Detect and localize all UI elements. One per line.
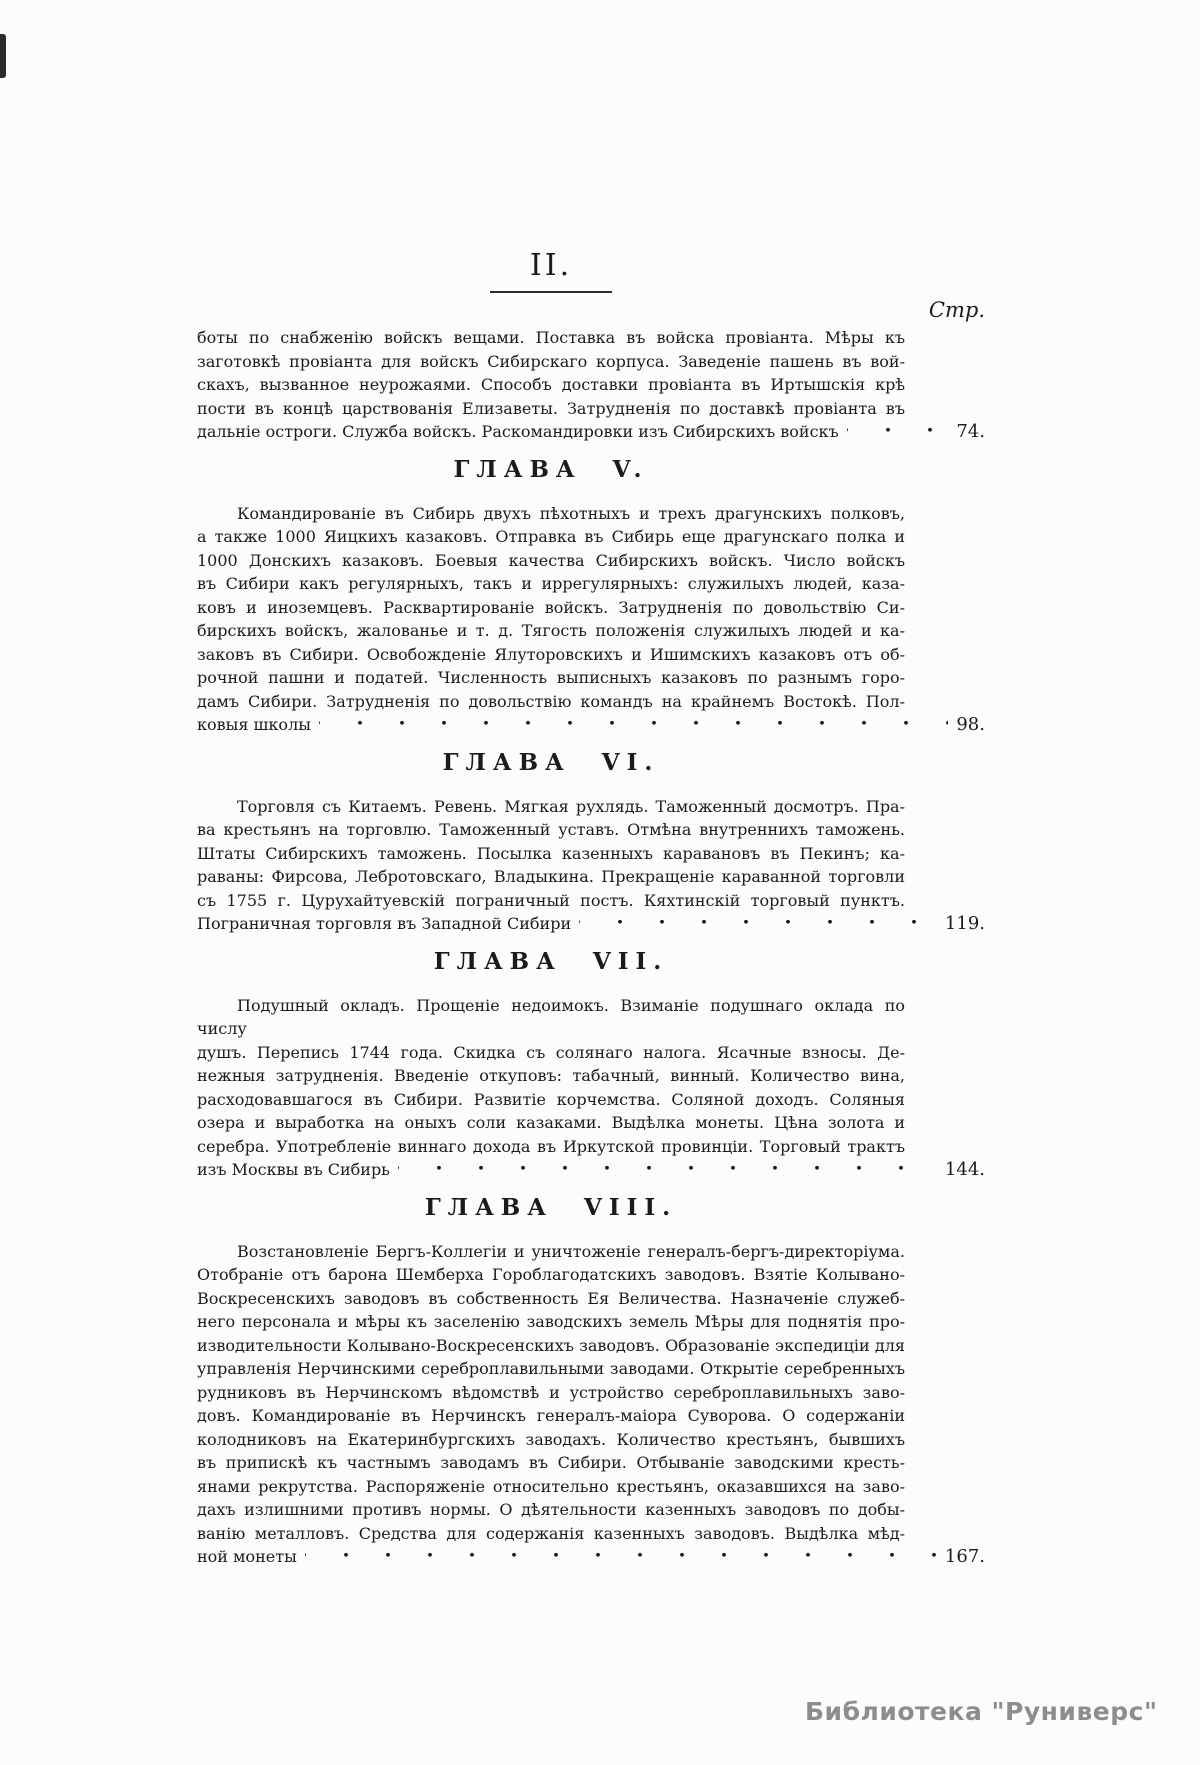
toc-section (197, 948, 985, 1182)
toc-line: рочной пашни и податей. Численность выписныхъ казаковъ по разнымъ горо- (197, 668, 905, 687)
dot-leader (579, 912, 937, 936)
toc-section (197, 456, 985, 737)
toc-line: скахъ, вызванное неурожаями. Способъ доставки провіанта въ Иртышскія крѣ (197, 375, 905, 394)
toc-line: съ 1755 г. Цурухайтуевскій пограничный постъ. Кяхтинскій торговый пунктъ. (197, 890, 905, 910)
scan-edge-artifact (0, 34, 6, 78)
toc-line: Воскресенскихъ заводовъ въ собственность Ея Величества. Назначеніе служеб- (197, 1288, 905, 1308)
page-number: 119. (944, 913, 985, 934)
toc-line: пости въ концѣ царствованія Елизаветы. Затрудненія по доставкѣ провіанта въ (197, 398, 905, 418)
toc-line: серебра. Употребленіе виннаго дохода въ Иркутской провинціи. Торговый трактъ (197, 1136, 905, 1156)
toc-line: ковъ и иноземцевъ. Расквартированіе войскъ. Затрудненія по довольствію Си- (197, 597, 905, 617)
page-number: 144. (944, 1159, 985, 1180)
library-watermark: Библиотека "Руниверс" (805, 1697, 1158, 1726)
chapter-summary (197, 326, 985, 420)
toc-line: дахъ излишними противъ нормы. О дѣятельности казенныхъ заводовъ по добы- (197, 1500, 905, 1519)
toc-line: 1000 Донскихъ казаковъ. Боевыя качества Сибирскихъ войскъ. Число войскъ (197, 550, 905, 570)
page-column-label: Стр. (928, 298, 985, 322)
toc-line: нежныя затрудненія. Введеніе откуповъ: табачный, винный. Количество вина, (197, 1066, 905, 1085)
chapter-summary (197, 994, 985, 1159)
toc-line: изводительности Колывано-Воскресенскихъ заводовъ. Образованіе экспедиціи для (197, 1335, 905, 1355)
toc-line: него персонала и мѣры къ заселенію заводскихъ земель Мѣры для поднятія про- (197, 1312, 905, 1331)
toc-line: довъ. Командированіе въ Нерчинскъ генералъ-маіора Суворова. О содержаніи (197, 1406, 905, 1425)
toc-line: ва крестьянъ на торговлю. Таможенный уставъ. Отмѣна внутреннихъ таможень. (197, 820, 905, 839)
toc-line: Торговля съ Китаемъ. Ревень. Мягкая рухлядь. Таможенный досмотръ. Пра- (237, 796, 905, 816)
dot-leader (319, 713, 948, 737)
toc-line: бирскихъ войскъ, жалованье и т. д. Тягость положенія служилыхъ людей и ка- (197, 621, 905, 640)
toc-entry-text: изъ Москвы въ Сибирь (197, 1160, 390, 1179)
toc-entry-lastline (197, 420, 985, 444)
dot-leader (398, 1158, 937, 1182)
toc-entry-lastline (197, 713, 985, 737)
section-numeral: II. (529, 248, 573, 283)
toc-line: управленія Нерчинскими сереброплавильными заводами. Открытіе серебренныхъ (197, 1359, 905, 1378)
chapter-heading: ГЛАВА VI. (442, 748, 660, 776)
toc-section (197, 326, 985, 444)
toc-line: въ припискѣ къ частнымъ заводамъ въ Сибири. Отбываніе заводскими кресть- (197, 1453, 905, 1472)
toc-entry-lastline (197, 912, 985, 936)
chapter-summary (197, 502, 985, 714)
chapter-heading: ГЛАВА VII. (433, 947, 669, 975)
page-number: 74. (956, 421, 985, 442)
toc-line: колодниковъ на Екатеринбургскихъ заводахъ. Количество крестьянъ, бывшихъ (197, 1429, 905, 1449)
chapter-summary (197, 1240, 985, 1546)
toc-line: а также 1000 Яицкихъ казаковъ. Отправка въ Сибирь еще драгунскаго полка и (197, 527, 905, 546)
numeral-underline (490, 291, 612, 293)
toc-line: Отобраніе отъ барона Шемберха Гороблагодатскихъ заводовъ. Взятіе Колывано- (197, 1265, 905, 1284)
page-number: 98. (956, 714, 985, 735)
toc-line: озера и выработка на оныхъ соли казаками. Выдѣлка монеты. Цѣна золота и (197, 1113, 905, 1132)
chapter-heading: ГЛАВА V. (453, 455, 649, 483)
section-numeral-block (197, 250, 905, 293)
toc-line: дамъ Сибири. Затрудненія по довольствію командъ на крайнемъ Востокѣ. Пол- (197, 691, 905, 711)
dot-leader (305, 1545, 937, 1569)
toc-line: ванію металловъ. Средства для содержанія казенныхъ заводовъ. Выдѣлка мѣд- (197, 1523, 905, 1543)
toc-entry-text: дальніе остроги. Служба войскъ. Раскомандировки изъ Сибирскихъ войскъ (197, 422, 839, 441)
toc-line: заготовкѣ провіанта для войскъ Сибирскаго корпуса. Заведеніе пашень въ вой- (197, 351, 905, 371)
page-number: 167. (944, 1546, 985, 1567)
toc-line: заковъ въ Сибири. Освобожденіе Ялуторовскихъ и Ишимскихъ казаковъ отъ об- (197, 644, 905, 664)
toc-entry-lastline (197, 1158, 985, 1182)
dot-leader (847, 420, 949, 444)
toc-line: расходовавшагося въ Сибири. Развитіе корчемства. Соляной доходъ. Соляныя (197, 1089, 905, 1109)
toc-line: душъ. Перепись 1744 года. Скидка съ солянаго налога. Ясачные взносы. Де- (197, 1042, 905, 1062)
toc-line: Штаты Сибирскихъ таможень. Посылка казенныхъ каравановъ въ Пекинъ; ка- (197, 843, 905, 863)
toc-entry-text: Пограничная торговля въ Западной Сибири (197, 914, 572, 933)
toc-line: Командированіе въ Сибирь двухъ пѣхотныхъ и трехъ драгунскихъ полковъ, (237, 503, 905, 523)
toc-section (197, 1194, 985, 1569)
toc-line: раваны: Фирсова, Лебротовскаго, Владыкина. Прекращеніе караванной торговли (197, 867, 905, 886)
toc-line: Возстановленіе Бергъ-Коллегіи и уничтоженіе генералъ-бергъ-директоріума. (237, 1241, 905, 1261)
chapter-heading: ГЛАВА VIII. (424, 1193, 678, 1221)
chapter-summary (197, 795, 985, 913)
toc-section (197, 749, 985, 936)
toc-entry-text: ной монеты (197, 1547, 297, 1566)
toc-line: въ Сибири какъ регулярныхъ, такъ и иррегулярныхъ: служилыхъ людей, каза- (197, 574, 905, 593)
toc-line: Подушный окладъ. Прощеніе недоимокъ. Взиманіе подушнаго оклада по числу (197, 995, 905, 1038)
toc-line: янами рекрутства. Распоряженіе относительно крестьянъ, оказавшихся на заво- (197, 1476, 905, 1496)
toc-entry-lastline (197, 1545, 985, 1569)
toc-line: боты по снабженію войскъ вещами. Поставка въ войска провіанта. Мѣры къ (197, 328, 905, 347)
toc-line: рудниковъ въ Нерчинскомъ вѣдомствѣ и устройство сереброплавильныхъ заво- (197, 1382, 905, 1402)
toc-entry-text: ковыя школы (197, 715, 311, 734)
table-of-contents (197, 326, 985, 1569)
